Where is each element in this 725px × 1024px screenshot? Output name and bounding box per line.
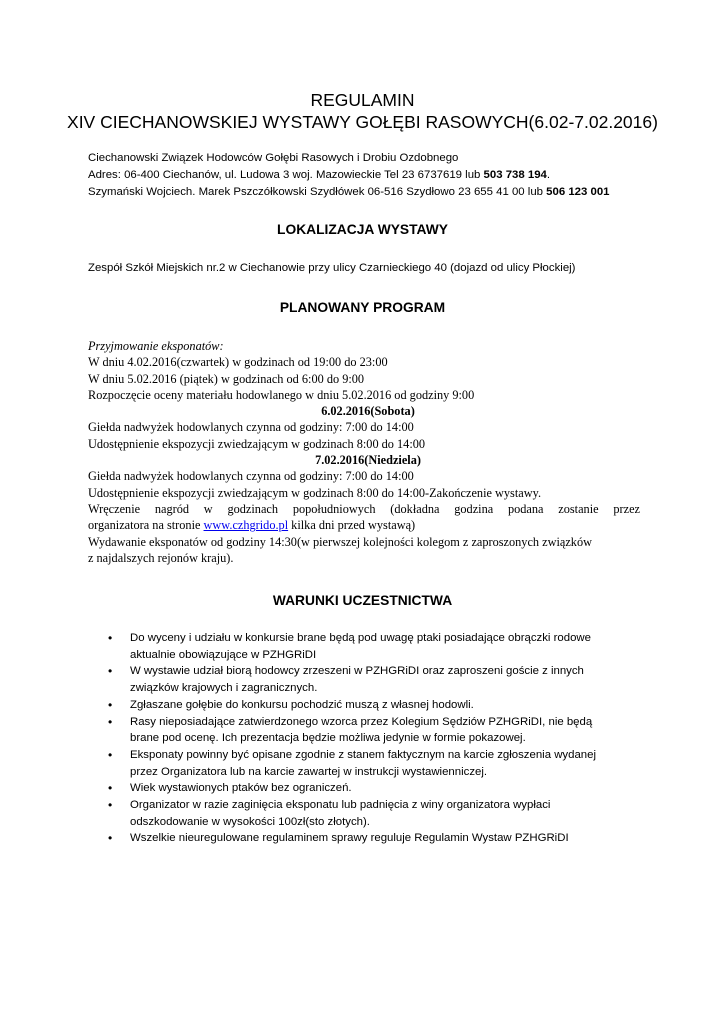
conditions-heading: WARUNKI UCZESTNICTWA [272, 593, 453, 608]
document-subtitle: XIV CIECHANOWSKIEJ WYSTAWY GOŁĘBI RASOWYCH(6.02-7.02.2016) [67, 112, 658, 132]
website-link[interactable]: www.czhgrido.pl [203, 518, 289, 533]
intake-day-2: W dniu 5.02.2016 (piątek) w godzinach od 6:00 do 9:00 [88, 371, 365, 386]
program-heading: PLANOWANY PROGRAM [279, 300, 446, 315]
organizer-phone-1: 503 738 194 [483, 169, 547, 181]
list-item-line: przez Organizatora lub na karcie zawartej w instrukcji wystawienniczej. [130, 765, 488, 778]
list-item [108, 747, 643, 780]
release-line-1: Wydawanie eksponatów od godziny 14:30(w pierwszej kolejności kolegom z zaproszonych związków [88, 534, 592, 549]
list-item [108, 697, 643, 714]
list-item-line: W wystawie udział biorą hodowcy zrzeszeni w PZHGRiDI oraz zaproszeni goście z innych [130, 665, 584, 678]
list-item-line: Do wyceny i udziału w konkursie brane będą pod uwagę ptaki posiadające obrączki rodowe [130, 632, 591, 644]
organizer-contacts-text: Szymański Wojciech. Marek Pszczółkowski Szydłówek 06-516 Szydłowo 23 655 41 00 lub [88, 186, 547, 198]
conditions-list [108, 630, 643, 847]
list-item-line: aktualnie obowiązujące w PZHGRiDI [130, 648, 317, 661]
bullet-icon: • [108, 664, 113, 679]
list-item [108, 663, 643, 696]
list-item [108, 797, 643, 830]
organizer-address-end: . [546, 169, 551, 181]
sunday-heading: 7.02.2016(Niedziela) [315, 453, 421, 468]
bullet-icon: • [108, 831, 113, 846]
awards-line-1: Wręczenie nagród w godzinach popołudniowych (dokładna godzina podana zostanie przez [88, 501, 640, 516]
awards-line-2-start: organizatora na stronie [88, 518, 204, 533]
bullet-icon: • [108, 697, 113, 712]
list-item-line: Wszelkie nieuregulowane regulaminem sprawy reguluje Regulamin Wystaw PZHGRiDI [130, 832, 569, 845]
intake-day-1: W dniu 4.02.2016(czwartek) w godzinach od 19:00 do 23:00 [88, 355, 388, 370]
list-item [108, 630, 643, 663]
bullet-icon: • [108, 781, 113, 796]
location-text: Zespół Szkół Miejskich nr.2 w Ciechanowie przy ulicy Czarnieckiego 40 (dojazd od ulicy Płockiej) [88, 262, 576, 274]
saturday-exhibition: Udostępnienie ekspozycji zwiedzającym w godzinach 8:00 do 14:00 [88, 436, 426, 451]
organizer-info [88, 150, 648, 201]
organizer-contacts [88, 184, 648, 201]
document-title: REGULAMIN [310, 90, 415, 110]
list-item-line: Eksponaty powinny być opisane zgodnie z stanem faktycznym na karcie zgłoszenia wydanej [130, 748, 596, 761]
list-item-line: Organizator w razie zaginięcia eksponatu lub padnięcia z winy organizatora wypłaci [130, 799, 551, 812]
bullet-icon: • [108, 714, 113, 729]
evaluation-start: Rozpoczęcie oceny materiału hodowlanego w dniu 5.02.2016 od godziny 9:00 [88, 387, 475, 402]
bullet-icon: • [108, 798, 113, 813]
sunday-exchange: Giełda nadwyżek hodowlanych czynna od godziny: 7:00 do 14:00 [88, 469, 414, 484]
list-item-line: Wiek wystawionych ptaków bez ograniczeń. [130, 782, 352, 795]
awards-line-2-end: kilka dni przed wystawą) [288, 518, 416, 533]
location-heading: LOKALIZACJA WYSTAWY [277, 222, 448, 237]
list-item [108, 780, 643, 797]
list-item [108, 714, 643, 747]
program-schedule [88, 338, 640, 566]
bullet-icon: • [108, 747, 113, 762]
list-item-line: Rasy nieposiadające zatwierdzonego wzorca przez Kolegium Sędziów PZHGRiDI, nie będą [130, 715, 593, 728]
list-item-line: Zgłaszane gołębie do konkursu pochodzić muszą z własnej hodowli. [130, 698, 474, 711]
list-item [108, 830, 643, 847]
list-item-line: odszkodowanie w wysokości 100zł(sto złotych). [130, 815, 370, 828]
list-item-line: związków krajowych i zagranicznych. [130, 682, 318, 695]
organizer-phone-2: 506 123 001 [546, 186, 610, 198]
intake-label: Przyjmowanie eksponatów: [88, 339, 224, 353]
awards-line-2 [88, 517, 640, 533]
organizer-name: Ciechanowski Związek Hodowców Gołębi Rasowych i Drobiu Ozdobnego [88, 152, 459, 164]
saturday-heading: 6.02.2016(Sobota) [321, 404, 415, 419]
organizer-address [88, 167, 648, 184]
sunday-exhibition: Udostępnienie ekspozycji zwiedzającym w godzinach 8:00 do 14:00-Zakończenie wystawy. [88, 485, 542, 500]
list-item-line: brane pod ocenę. Ich prezentacja będzie możliwa jedynie w formie pokazowej. [130, 732, 526, 745]
saturday-exchange: Giełda nadwyżek hodowlanych czynna od godziny: 7:00 do 14:00 [88, 420, 414, 435]
release-line-2: z najdalszych rejonów kraju). [88, 550, 234, 565]
bullet-icon: • [108, 631, 113, 645]
organizer-address-text: Adres: 06-400 Ciechanów, ul. Ludowa 3 woj. Mazowieckie Tel 23 6737619 lub [88, 169, 484, 181]
